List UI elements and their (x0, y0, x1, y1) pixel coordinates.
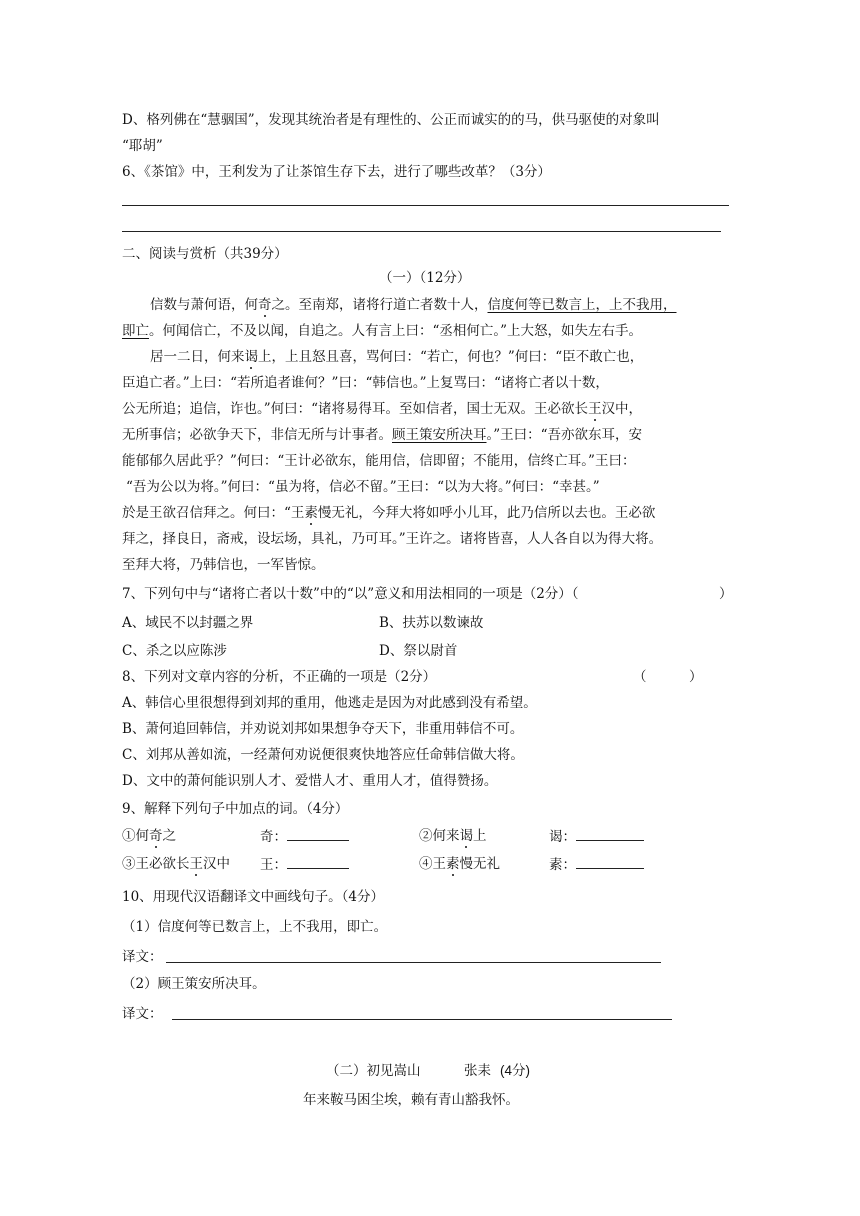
emphasis-dot-char: 王 (189, 856, 203, 872)
q7-option-a: A、域民不以封疆之界 (122, 615, 254, 631)
part2-title: （二）初见嵩山 (326, 1063, 421, 1079)
q7-option-b: B、扶苏以数谏故 (379, 615, 484, 631)
q10-answer-2-label: 译文： (122, 1006, 163, 1022)
q6-answer-line-1 (122, 205, 729, 206)
q10-sentence-2: （2）顾王策安所决耳。 (122, 976, 266, 992)
passage-line: “吾为公以为将。”何曰：“虽为将，信必不留。”王曰：“以为大将。”何曰：“幸甚。” (126, 479, 600, 495)
passage-line: 於是王欲召信拜之。何曰：“王素慢无礼，今拜大将如呼小儿耳，此乃信所以去也。王必欲 (122, 505, 656, 521)
q6-answer-line-2 (122, 231, 721, 232)
part1-title: （一）（12分） (379, 270, 471, 286)
underlined-sentence-1-end: 即亡 (122, 323, 149, 339)
q10-answer-1-line[interactable] (166, 962, 661, 963)
q8-option-b: B、萧何追回韩信，并劝说刘邦如果想争夺天下，非重用韩信不可。 (122, 721, 524, 737)
q8-option-d: D、文中的萧何能识别人才、爱惜人才、重用人才，值得赞扬。 (122, 773, 498, 789)
passage-line: 居一二日，何来谒上，上且怒且喜，骂何曰：“若亡，何也？”何曰：“臣不敢亡也， (150, 349, 644, 365)
q10-sentence-1: （1）信度何等已数言上，上不我用，即亡。 (122, 919, 388, 935)
poem-line-1: 年来鞍马困尘埃，赖有青山豁我怀。 (303, 1092, 519, 1108)
answer-blank[interactable] (287, 854, 349, 869)
q8-bracket-close: ） (689, 669, 703, 685)
emphasis-dot-char: 素 (304, 505, 318, 521)
passage-line: 至拜大将，乃韩信也，一军皆惊。 (122, 557, 325, 573)
q8-option-a: A、韩信心里很想得到刘邦的重用，他逃走是因为对此感到没有希望。 (122, 695, 537, 711)
q9-item-4: ④王素慢无礼 (419, 856, 500, 872)
q8-stem: 8、下列对文章内容的分析，不正确的一项是（2分） (122, 669, 437, 685)
underlined-sentence-2: 顾王策安所决耳 (392, 427, 487, 443)
section2-title: 二、阅读与赏析（共39分） (122, 246, 288, 262)
passage-line: 能郁郁久居此乎？”何曰：“王计必欲东，能用信，信即留；不能用，信终亡耳。”王曰： (122, 453, 636, 469)
passage-line: 公无所追；追信，诈也。”何曰：“诸将易得耳。至如信者，国士无双。王必欲长王汉中， (122, 401, 643, 417)
emphasis-dot-char: 谒 (459, 828, 473, 844)
underlined-sentence-1: 信度何等已数言上，上不我用， (487, 297, 677, 313)
emphasis-dot-char: 奇 (149, 828, 163, 844)
emphasis-dot-char: 奇 (258, 297, 272, 313)
q9-item-1: ①何奇之 (122, 828, 176, 844)
q5-option-d-line1: D、格列佛在“慧骃国”，发现其统治者是有理性的、公正而诚实的的马，供马驱使的对象叫 (122, 112, 660, 128)
q7-stem: 7、下列句中与“诸将亡者以十数”中的“以”意义和用法相同的一项是（2分）（ (122, 586, 579, 602)
passage-line: 拜之，择良日，斋戒，设坛场，具礼，乃可耳。”王许之。诸将皆喜，人人各自以为得大将。 (122, 531, 663, 547)
part2-author: 张耒 (464, 1063, 491, 1079)
emphasis-dot-char: 谒 (244, 349, 258, 365)
emphasis-dot-char: 素 (446, 856, 460, 872)
emphasis-dot-char: 王 (588, 401, 602, 417)
passage-line: 无所事信；必欲争天下，非信无所与计事者。顾王策安所决耳。”王曰：“吾亦欲东耳，安 (122, 427, 643, 443)
q9-item-3-answer: 王： (260, 854, 349, 875)
q7-bracket-close: ） (719, 586, 733, 602)
q9-item-4-answer: 素： (549, 854, 644, 875)
q8-option-c: C、刘邦从善如流，一经萧何劝说便很爽快地答应任命韩信做大将。 (122, 747, 524, 763)
answer-blank[interactable] (576, 854, 644, 869)
q8-bracket-open: （ (633, 669, 647, 685)
passage-line: 信数与萧何语，何奇之。至南郑，诸将行道亡者数十人，信度何等已数言上，上不我用， (150, 297, 677, 313)
q6-stem: 6、《茶馆》中，王利发为了让茶馆生存下去，进行了哪些改革？（3分） (122, 164, 551, 180)
q7-option-d: D、祭以尉首 (379, 643, 458, 659)
q10-stem: 10、用现代汉语翻译文中画线句子。（4分） (122, 889, 385, 905)
answer-blank[interactable] (287, 826, 349, 841)
q9-stem: 9、解释下列句子中加点的词。（4分） (122, 801, 349, 817)
q9-item-2-answer: 谒： (549, 826, 644, 847)
q9-item-1-answer: 奇： (260, 826, 349, 847)
q9-item-2: ②何来谒上 (419, 828, 487, 844)
q5-option-d-line2: “耶胡” (122, 138, 163, 154)
passage-line: 臣追亡者。”上曰：“若所追者谁何？”曰：“韩信也。”上复骂曰：“诸将亡者以十数， (122, 375, 609, 391)
q10-answer-2-line[interactable] (172, 1019, 672, 1020)
q9-item-3: ③王必欲长王汉中 (122, 856, 230, 872)
q7-option-c: C、杀之以应陈涉 (122, 643, 227, 659)
passage-line: 即亡。何闻信亡，不及以闻，自追之。人有言上曰：“丞相何亡。”上大怒，如失左右手。 (122, 323, 643, 339)
answer-blank[interactable] (576, 826, 644, 841)
part2-score: (4分) (500, 1063, 530, 1078)
q10-answer-1-label: 译文： (122, 949, 163, 965)
